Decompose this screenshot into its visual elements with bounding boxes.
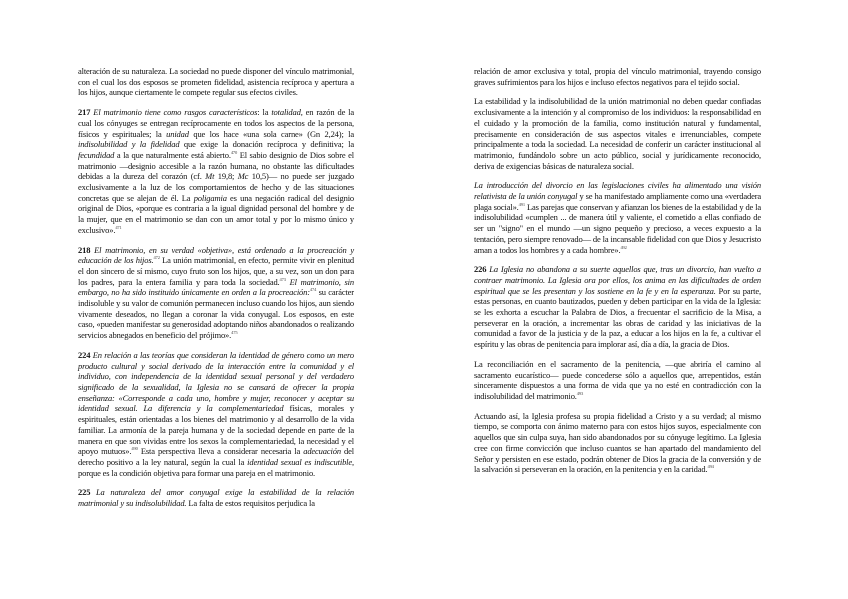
paragraph-p2	[474, 96, 761, 171]
text-segment: 10,5)— no puede ser juzgado exclusivamente a la luz de los comportamientos de hecho y de las situaciones concretas que se alejan de él. La	[78, 171, 354, 203]
paragraph-224	[78, 350, 354, 478]
text-segment: Las parejas que conservan y afianzan los bienes de la estabilidad y de la indisolubilidad «cumplen ... de manera útil y valiente, el cometido a ellas confiado de ser un "signo" en el mundo —un signo pequeño y precioso, a veces expuesto a la tentación, pero siempre renovado— de la incansable fidelidad con que Dios y Jesucristo aman a todos los hombres y a cada hombre».	[474, 201, 761, 255]
footnote-marker: 475	[231, 330, 238, 336]
text-segment: , en razón de la cual los cónyuges se entregan recíprocamente en todos los aspectos de la persona, físicos y espirituales; la	[78, 107, 355, 139]
paragraph-217	[78, 107, 354, 235]
italic-text: unidad	[166, 128, 189, 139]
paragraph-number: 226	[474, 264, 490, 275]
italic-text: fecundidad	[78, 149, 115, 160]
paragraph-226	[474, 264, 761, 350]
italic-text: totalidad	[271, 107, 301, 118]
italic-text: indisolubilidad y la fidelidad	[78, 139, 180, 150]
footnote-marker: 473	[279, 276, 286, 282]
text-segment: y se ha manifestado ampliamente como una «verdadera plaga social».	[474, 191, 761, 212]
text-segment: que exige la donación recíproca y definitiva; la	[179, 139, 354, 150]
paragraph-p3	[474, 180, 761, 255]
text-segment: 19,8;	[214, 171, 238, 182]
text-segment: La falta de estos requisitos perjudica la	[186, 498, 315, 509]
text-segment: del derecho positivo a la ley natural, según la cual la	[78, 446, 354, 467]
text-segment: La estabilidad y la indisolubilidad de la unión matrimonial no deben quedar confiadas exclusivamente a la intención y al compromiso de los individuos: la responsabilidad en el cuidado y la promoción de la familia, como institución natural y fundamental, precisamente en consideración de sus aspectos vitales e irrenunciables, compete principalmente a toda la sociedad. La necesidad de conferir un carácter institucional al matrimonio, fundándolo sobre un acto público, social y jurídicamente reconocido, deriva de exigencias básicas de naturaleza social.	[474, 96, 761, 171]
italic-text: La Iglesia no abandona a su suerte aquellos que, tras un divorcio, han vuelto a contraer matrimonio. La Iglesia ora por ellos, los anima en las dificultades de orden espiritual que se les presentan y los sostiene en la fe y en la esperanza.	[474, 264, 761, 296]
italic-text: poligamia	[193, 192, 227, 203]
text-segment: La unión matrimonial, en efecto, permite vivir en plenitud el don sincero de sí mismo, cuyo fruto son los hijos, que, a su vez, son un don para los padres, para la entera familia y para toda la sociedad.	[78, 255, 355, 287]
italic-text: El matrimonio, sin embargo, no ha sido instituido únicamente en orden a la procreación:	[78, 276, 354, 298]
text-segment: físicas, morales y espirituales, están orientadas a los bienes del matrimonio y al desarrollo de la vida familiar. La armonía de la pareja humana y de la sociedad depende en parte de la manera en que son vividas entre los sexos la complementariedad, la necesidad y el apoyo mutuos».	[78, 403, 354, 457]
italic-text: El matrimonio tiene como rasgos característicos	[93, 107, 258, 118]
footnote-marker: 494	[707, 464, 714, 470]
paragraph-cont	[78, 66, 354, 98]
footnote-marker: 492	[620, 244, 627, 250]
text-segment: relación de amor exclusiva y total, propia del vínculo matrimonial, trayendo consigo graves sufrimientos para los hijos e incluso efectos negativos para el tejido social.	[474, 66, 761, 87]
italic-text: La introducción del divorcio en las legislaciones civiles ha alimentado una visión relativista de la unión conyugal	[474, 180, 761, 202]
text-segment: El sabio designio de Dios sobre el matrimonio —designio accesible a la razón humana, no obstante las dificultades debidas a la dureza del corazón (cf.	[78, 149, 354, 182]
footnote-marker: 491	[518, 201, 525, 207]
right-column	[474, 66, 761, 484]
footnote-marker: 472	[153, 255, 160, 261]
italic-text: En relación a las teorías que consideran la identidad de género como un mero producto cultural y social derivado de la interacción entre la comunidad y el individuo, con independencia de la identidad sexual personal y del verdadero significado de la sexualidad, la Iglesia no se cansará de ofrecer la propia enseñanza: «Corresponde a cada uno, hombre y mujer, reconocer y aceptar su identidad sexual. La diferencia y la complementariedad	[78, 349, 354, 414]
text-segment: La reconciliación en el sacramento de la penitencia, —que abriría el camino al sacramento eucarístico— puede concederse sólo a aquellos que, arrepentidos, están sinceramente dispuestos a una forma de vida que ya no esté en contradicción con la indisolubilidad del matrimonio.	[474, 358, 761, 401]
text-segment: Por su parte, estas personas, en cuanto bautizados, pueden y deben participar en la vida de la Iglesia: se les exhorta a escuchar la Palabra de Dios, a frecuentar el sacrificio de la Misa, a perseverar en la oración, a incrementar las obras de caridad y las iniciativas de la comunidad a favor de la justicia y de la paz, a educar a los hijos en la fe, a cultivar el espíritu y las obras de penitencia para implorar así, día a día, la gracia de Dios.	[474, 285, 761, 350]
footnote-marker: 471	[115, 225, 122, 231]
text-segment: que los hace «una sola carne» (Gn 2,24); la	[188, 128, 354, 139]
paragraph-218	[78, 245, 354, 341]
italic-text: El matrimonio, en su verdad «objetiva», está ordenado a la procreación y educación de los hijos.	[78, 244, 354, 266]
text-segment: : la	[257, 107, 272, 118]
paragraph-225	[78, 487, 354, 508]
text-segment: a la que naturalmente está abierto.	[114, 149, 231, 160]
footnote-marker: 470	[230, 150, 238, 156]
text-segment: Actuando así, la Iglesia profesa su propia fidelidad a Cristo y a su verdad; al mismo tiempo, se comporta con ánimo materno para con estos hijos suyos, especialmente con aquellos que sin culpa suya, han sido abandonados por su cónyuge legítimo. La Iglesia cree con firme convicción que incluso cuantos se han apartado del mandamiento del Señor y persisten en ese estado, podrán obtener de Dios la gracia de la conversión y de la salvación si perseveran en la oración, en la penitencia y en la caridad.	[474, 410, 761, 475]
paragraph-p5	[474, 359, 761, 402]
paragraph-number: 218	[78, 244, 95, 255]
italic-text: Mc	[237, 171, 249, 182]
paragraph-number: 224	[78, 349, 93, 360]
italic-text: Mt	[205, 171, 215, 182]
italic-text: La naturaleza del amor conyugal exige la estabilidad de la relación matrimonial y su indisolubilidad.	[78, 487, 354, 509]
footnote-marker: 474	[309, 287, 317, 293]
paragraph-cont2	[474, 66, 761, 87]
footnote-marker: 493	[576, 391, 584, 397]
left-column	[78, 66, 354, 518]
paragraph-number: 225	[78, 487, 96, 498]
paragraph-number: 217	[78, 107, 94, 118]
text-segment: , porque es la condición objetiva para formar una pareja en el matrimonio.	[78, 456, 355, 478]
footnote-marker: 490	[131, 446, 138, 452]
italic-text: identidad sexual es indiscutible	[247, 456, 353, 467]
text-segment: alteración de su naturaleza. La sociedad no puede disponer del vínculo matrimonial, con el cual los dos esposos se prometen fidelidad, asistencia recíproca y apertura a los hijos, aunque ciertamente le compete regular sus efectos civiles.	[78, 66, 354, 98]
italic-text: adecuación	[303, 446, 341, 457]
text-segment: es una negación radical del designio original de Dios, «porque es contraria a la igual dignidad personal del hombre y de la mujer, que en el matrimonio se dan con un amor total y por lo mismo único y exclusivo».	[78, 192, 354, 235]
text-segment: Esta perspectiva lleva a considerar necesaria la	[137, 446, 304, 457]
text-segment: su carácter indisoluble y su valor de comunión permanecen incluso cuando los hijos, aun siendo vivamente deseados, no llegan a coronar la vida conyugal. Los esposos, en este caso, «pueden manifestar su generosidad adoptando niños abandonados o realizando servicios abnegados en beneficio del prójimo».	[78, 287, 354, 341]
paragraph-p6	[474, 411, 761, 475]
